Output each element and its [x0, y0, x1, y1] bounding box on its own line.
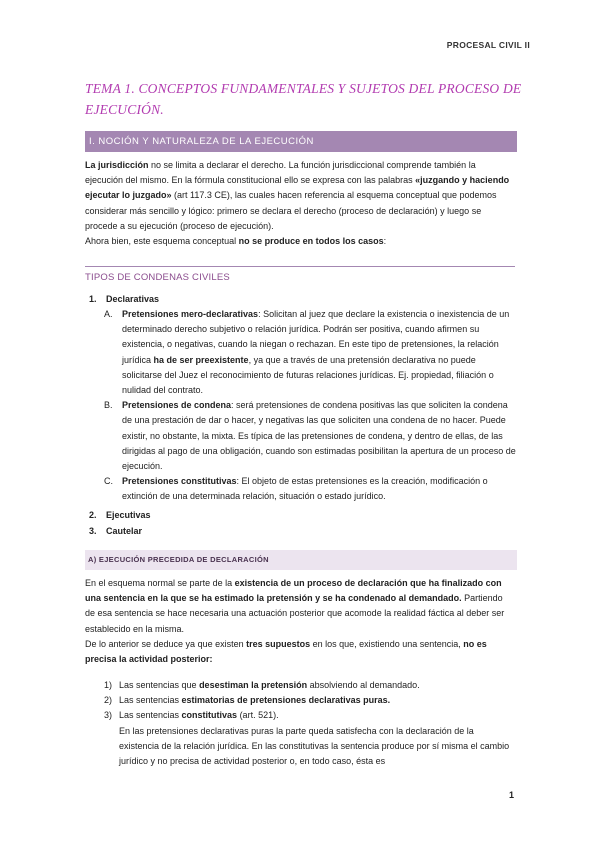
list-number: 3. [89, 526, 97, 536]
body-text: (art. 521). [237, 710, 279, 721]
bold-text: no se produce en todos los casos [238, 236, 384, 247]
ordered-list-item [104, 678, 516, 693]
sub-list-letter: B. [104, 400, 113, 411]
ordered-list-number: 3) [104, 710, 113, 721]
body-text: en los que, existiendo una sentencia, [310, 638, 464, 649]
body-text: Ahora bien, este esquema conceptual [85, 236, 239, 247]
subsection-heading: TIPOS DE CONDENAS CIVILES [85, 272, 230, 283]
body-text: no se limita a declarar el derecho. La función jurisdiccional comprende también la ejecución del mismo. En la fórmula constitucional ello se expresa con las palabras [85, 160, 476, 186]
ordered-list-number: 2) [104, 695, 113, 706]
body-text: absolviendo al demandado. [307, 680, 420, 690]
list-number: 1. [89, 294, 97, 304]
body-text: De lo anterior se deduce ya que existen [85, 638, 247, 649]
sub-list [104, 307, 516, 505]
bold-text: desestiman la pretensión [199, 680, 308, 690]
body-text: : Solicitan al juez que declare la existencia o inexistencia de un determinado derecho subjetivo o relación jurídica. Podrán ser positiva, cuando afirmen su existencia, o negativas, cuando la niegan o rechazan. En este tipo de pretensiones, la relación jurídica [122, 309, 510, 365]
body-text: En el esquema normal se parte de la [85, 578, 235, 588]
bold-text: no es precisa la actividad posterior: [85, 638, 487, 665]
bold-text: existencia de un proceso de declaración que ha finalizado con una sentencia en la que se ha estimado la pretensión y se ha condenado al demandado. [85, 578, 502, 604]
body-text: Las sentencias [119, 695, 182, 706]
body-text: : será pretensiones de condena positivas las que soliciten la condena de una prestación de dar o hacer, y negativas las que soliciten una condena de no hacer. Puede existir, no obstante, la mixta. Es típica de las pretensiones de condena, y dentro de ellas, de las dirigidas al pago de una obligación, cuando son estimadas posibilitan la apertura de un proceso de ejecución. [122, 400, 516, 472]
bold-text: Pretensiones de condena [122, 400, 232, 411]
bold-text: La jurisdicción [85, 160, 149, 170]
body-text: Las sentencias [119, 710, 182, 721]
ordered-list-item [104, 693, 516, 708]
list-item-continuation: En las pretensiones declarativas puras la parte queda satisfecha con la declaración de la existencia de la relación jurídica. En las constitutivas la sentencia produce por sí misma el cambio jurídico y no precisa de actividad posterior o, en todo caso, ésta es [119, 725, 510, 767]
sub-list-letter: A. [104, 309, 113, 319]
section-divider [85, 266, 515, 267]
sub-list-item [104, 307, 516, 398]
body-text: , ya que a través de una pretensión declarativa no puede solicitarse del Juez el reconocimiento de futuras relaciones jurídicas. Ej. propiedad, filiación o nulidad del contrato. [122, 354, 494, 396]
sub-list-item [104, 398, 516, 474]
page-number: 1 [508, 790, 514, 800]
running-header: PROCESAL CIVIL II [446, 40, 530, 50]
sub-list-letter: C. [104, 476, 113, 487]
body-text: Las sentencias que [119, 680, 200, 690]
bold-text: «juzgando y haciendo ejecutar lo juzgado» [85, 175, 510, 201]
bold-text: estimatorias de pretensiones declarativas puras. [181, 695, 391, 706]
intro-paragraph [85, 158, 515, 249]
section-heading: A) EJECUCIÓN PRECEDIDA DE DECLARACIÓN [85, 550, 517, 570]
body-text: (art 117.3 CE), las cuales hacen referencia al esquema conceptual que podemos considerar más sencillo y lógico: primero se declara el derecho (proceso de declaración) y luego se procede a su ejecución (proceso de ejecución). [85, 190, 497, 231]
section-heading: I. NOCIÓN Y NATURALEZA DE LA EJECUCIÓN [85, 131, 517, 152]
body-text: Partiendo de esa sentencia se hace necesaria una actuación posterior que acomode la realidad fáctica al deber ser establecido en la misma. [85, 593, 505, 634]
bold-text: Pretensiones mero-declarativas [122, 309, 259, 319]
sub-list-item [104, 474, 516, 504]
list-label: Cautelar [106, 526, 143, 536]
list-label: Ejecutivas [106, 510, 151, 520]
list-label: Declarativas [106, 294, 160, 304]
body-text: : [383, 236, 387, 247]
ordered-list [104, 678, 516, 769]
body-paragraph [85, 576, 515, 667]
bold-text: tres supuestos [246, 638, 311, 649]
bold-text: ha de ser preexistente [153, 354, 249, 365]
page-title: TEMA 1. CONCEPTOS FUNDAMENTALES Y SUJETOS DEL PROCESO DE EJECUCIÓN. [85, 81, 522, 117]
bold-text: constitutivas [181, 710, 238, 721]
body-text: : El objeto de estas pretensiones es la creación, modificación o extinción de una determinada relación, situación o estado jurídico. [122, 476, 488, 502]
bold-text: Pretensiones constitutivas [122, 476, 237, 487]
list-number: 2. [89, 510, 97, 520]
ordered-list-item [104, 708, 516, 769]
ordered-list-number: 1) [104, 680, 113, 690]
